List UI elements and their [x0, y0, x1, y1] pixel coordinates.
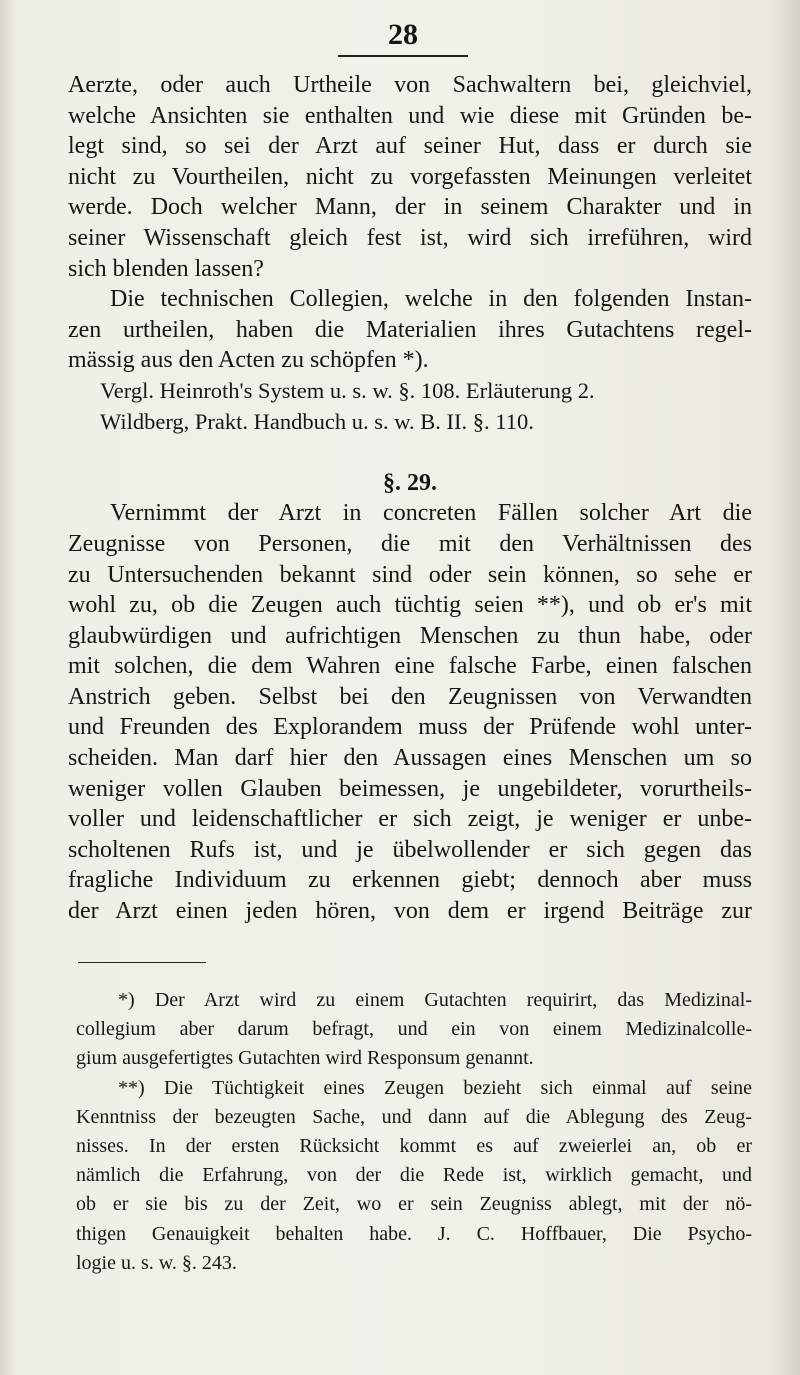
text-line: scholtenen Rufs ist, und je übelwollender er sich gegen das — [68, 836, 752, 863]
footnote-line: logie u. s. w. §. 243. — [76, 1251, 237, 1274]
text-line: sich blenden lassen? — [68, 255, 264, 282]
text-line: scheiden. Man darf hier den Aussagen eines Menschen um so — [68, 745, 752, 772]
text-line: Aerzte, oder auch Urtheile von Sachwaltern bei, gleichviel, — [68, 72, 752, 98]
footnote-line: nämlich die Erfahrung, von der die Rede ist, wirklich gemacht, und — [76, 1164, 752, 1187]
text-line: der Arzt einen jeden hören, von dem er irgend Beiträge zur — [68, 898, 752, 925]
text-line: seiner Wissenschaft gleich fest ist, wird sich irreführen, wird — [68, 224, 752, 251]
text-line: legt sind, so sei der Arzt auf seiner Hut, dass er durch sie — [68, 133, 752, 160]
page-number: 28 — [388, 18, 418, 51]
text-line: werde. Doch welcher Mann, der in seinem Charakter und in — [68, 194, 752, 221]
text-line: voller und leidenschaftlicher er sich zeigt, je weniger er unbe- — [68, 806, 752, 833]
text-line: mit solchen, die dem Wahren eine falsche Farbe, einen falschen — [68, 653, 752, 680]
footnotes — [76, 986, 752, 1278]
text-line: und Freunden des Explorandem muss der Prüfende wohl unter- — [68, 714, 752, 741]
footnote-line: **) Die Tüchtigkeit eines Zeugen bezieht sich einmal auf seine — [118, 1076, 752, 1099]
blank-line — [68, 437, 752, 468]
section-heading: §. 29. — [383, 469, 437, 496]
footnote-line: nisses. In der ersten Rücksicht kommt es auf zweierlei an, ob er — [76, 1134, 752, 1157]
text-line: glaubwürdigen und aufrichtigen Menschen zu thun habe, oder — [68, 622, 752, 649]
header-rule — [338, 55, 468, 57]
text-line: weniger vollen Glauben beimessen, je ungebildeter, vorurtheils- — [68, 775, 752, 802]
page-edge-shadow — [770, 0, 800, 1375]
text-line: zen urtheilen, haben die Materialien ihres Gutachtens regel- — [68, 316, 752, 343]
main-text — [68, 70, 752, 927]
text-line: wohl zu, ob die Zeugen auch tüchtig seien **), und ob er's mit — [68, 592, 752, 619]
footnote-line: *) Der Arzt wird zu einem Gutachten requirirt, das Medizinal- — [118, 989, 752, 1011]
text-line: nicht zu Vourtheilen, nicht zu vorgefassten Meinungen verleitet — [68, 163, 752, 190]
footnote-line: ob er sie bis zu der Zeit, wo er sein Zeugniss ablegt, mit der nö- — [76, 1193, 752, 1216]
reference-line: Vergl. Heinroth's System u. s. w. §. 108. Erläuterung 2. — [100, 377, 595, 403]
reference-line: Wildberg, Prakt. Handbuch u. s. w. B. II. §. 110. — [100, 408, 534, 434]
text-line: zu Untersuchenden bekannt sind oder sein können, so sehe er — [68, 561, 752, 588]
text-line: Die technischen Collegien, welche in den folgenden Instan- — [110, 286, 752, 313]
text-line: mässig aus den Acten zu schöpfen *). — [68, 347, 429, 374]
footnote-line: collegium aber darum befragt, und ein von einem Medizinalcolle- — [76, 1018, 752, 1041]
text-line: fragliche Individuum zu erkennen giebt; dennoch aber muss — [68, 867, 752, 894]
footnote-rule — [78, 962, 206, 963]
text-line: Vernimmt der Arzt in concreten Fällen solcher Art die — [110, 500, 752, 527]
footnote-line: Kenntniss der bezeugten Sache, und dann auf die Ablegung des Zeug- — [76, 1105, 752, 1128]
text-line: Zeugnisse von Personen, die mit den Verhältnissen des — [68, 530, 752, 557]
text-line: Anstrich geben. Selbst bei den Zeugnissen von Verwandten — [68, 683, 752, 710]
footnote-line: gium ausgefertigtes Gutachten wird Responsum genannt. — [76, 1047, 534, 1070]
footnote-line: thigen Genauigkeit behalten habe. J. C. Hoffbauer, Die Psycho- — [76, 1222, 752, 1245]
text-line: welche Ansichten sie enthalten und wie diese mit Gründen be- — [68, 102, 752, 129]
